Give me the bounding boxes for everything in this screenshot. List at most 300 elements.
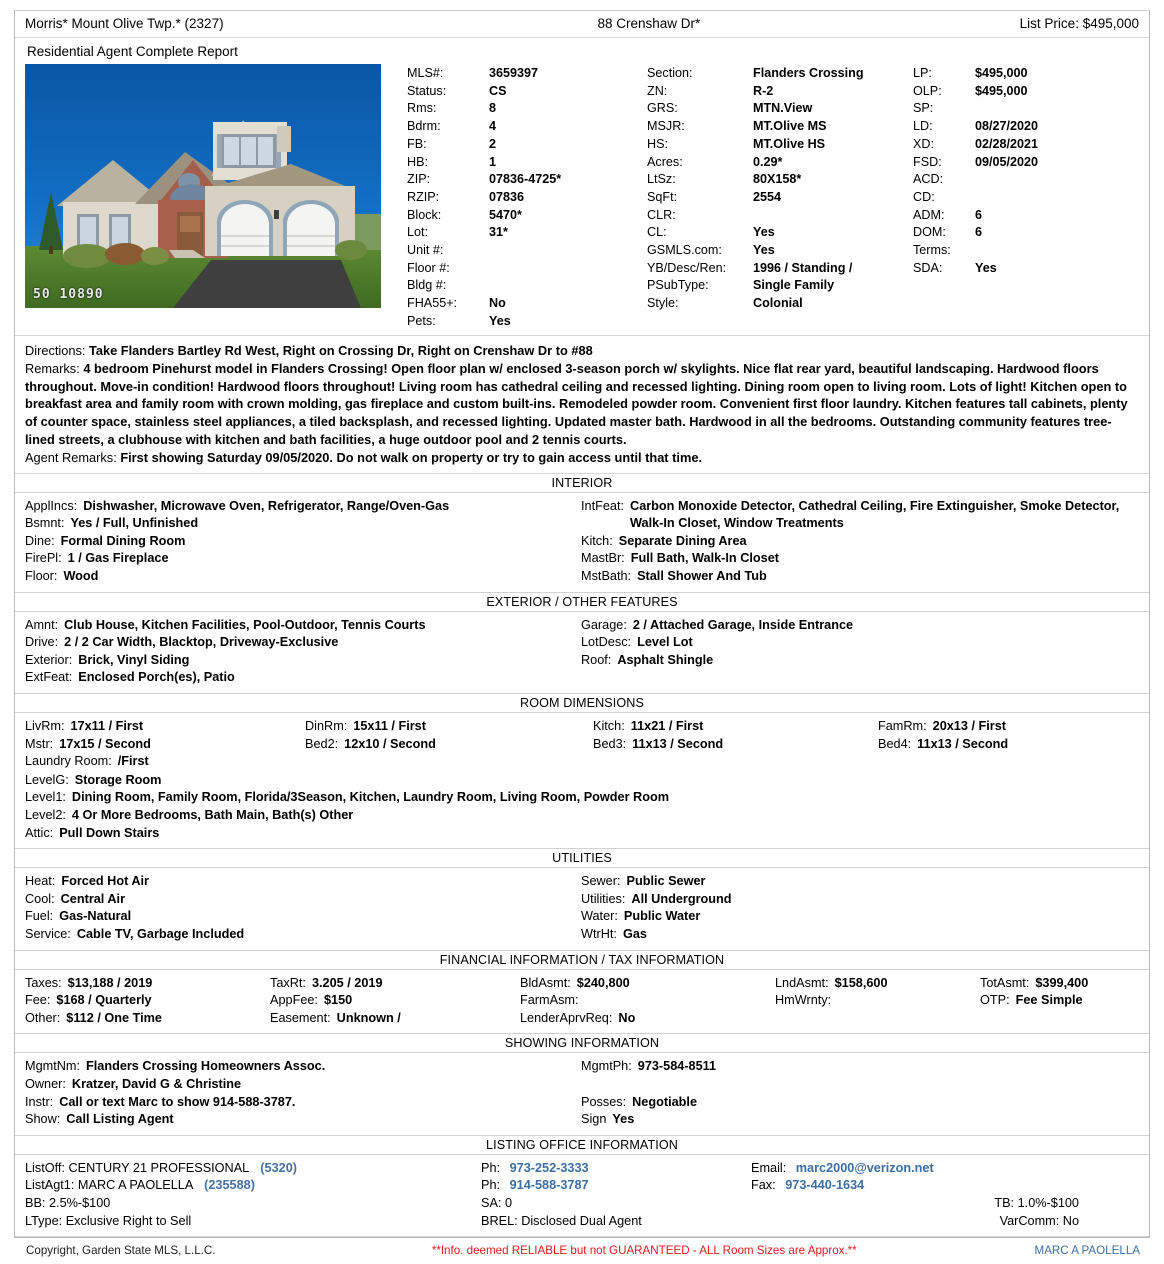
varcomm-value: No <box>1062 1213 1079 1228</box>
detail-row <box>270 992 520 1010</box>
field-row <box>913 189 1139 207</box>
field-row <box>407 65 647 83</box>
field-row <box>913 136 1139 154</box>
detail-value: All Underground <box>631 891 732 906</box>
detail-row <box>581 533 1139 551</box>
detail-label: Sign <box>581 1112 607 1127</box>
remarks-row <box>25 360 1139 448</box>
directions-row <box>25 342 1139 360</box>
financial-column-1 <box>25 975 270 1028</box>
field-value: 08/27/2020 <box>975 119 1039 134</box>
field-row <box>407 207 647 225</box>
field-row <box>647 154 913 172</box>
detail-row <box>25 1076 581 1094</box>
section-header-interior: INTERIOR <box>15 474 1149 493</box>
detail-label: Water: <box>581 909 618 924</box>
field-label: LP: <box>913 66 932 80</box>
brel-cell <box>481 1213 876 1231</box>
detail-label: Garage: <box>581 617 627 632</box>
field-row <box>407 313 647 331</box>
tb-cell <box>876 1195 1139 1213</box>
field-label: MLS#: <box>407 66 444 80</box>
field-label: Status: <box>407 83 447 98</box>
detail-row <box>581 1094 1139 1112</box>
field-label: Lot: <box>407 225 429 240</box>
field-value: 6 <box>975 207 983 222</box>
room-value: 11x13 / Second <box>632 736 724 751</box>
detail-label: Dine: <box>25 533 55 548</box>
varcomm-cell <box>876 1213 1139 1231</box>
detail-value: $13,188 / 2019 <box>67 975 153 990</box>
room-label: Mstr: <box>25 736 54 751</box>
financial-column-2 <box>270 975 520 1028</box>
level-row <box>25 772 1139 790</box>
detail-row <box>775 992 980 1010</box>
field-value: 2554 <box>753 189 782 204</box>
field-row <box>647 242 913 260</box>
detail-row <box>980 992 1139 1010</box>
field-label: MSJR: <box>647 119 685 134</box>
detail-label: Fee: <box>25 993 51 1008</box>
field-label: GRS: <box>647 101 678 116</box>
summary-fields <box>385 64 1139 331</box>
field-value: 6 <box>975 225 983 240</box>
room-value: /First <box>117 754 149 769</box>
financial-column-3 <box>520 975 775 1028</box>
bb-value: 2.5%-$100 <box>48 1195 111 1210</box>
detail-label: Bsmnt: <box>25 516 65 531</box>
field-label: CD: <box>913 189 935 204</box>
sa-label: SA: <box>481 1195 502 1210</box>
field-label: LD: <box>913 119 933 134</box>
detail-label: Cool: <box>25 891 55 906</box>
field-row <box>913 260 1139 278</box>
field-row <box>407 224 647 242</box>
field-value: 8 <box>489 101 497 116</box>
field-value: MT.Olive MS <box>753 119 827 134</box>
room-row <box>25 718 305 736</box>
detail-value: 1 / Gas Fireplace <box>67 551 169 566</box>
room-value: 11x13 / Second <box>917 736 1009 751</box>
tb-value: 1.0%-$100 <box>1017 1195 1079 1210</box>
detail-row <box>581 498 1139 533</box>
detail-label: Posses: <box>581 1094 627 1109</box>
detail-label: LotDesc: <box>581 635 632 650</box>
listagt-label: ListAgt1: <box>25 1178 75 1193</box>
level-row <box>25 807 1139 825</box>
detail-value: Brick, Vinyl Siding <box>78 652 190 667</box>
room-column-1 <box>25 718 305 771</box>
detail-label: LenderAprvReq: <box>520 1010 613 1025</box>
detail-label: WtrHt: <box>581 926 617 941</box>
detail-row <box>25 634 581 652</box>
room-value: 12x10 / Second <box>344 736 436 751</box>
detail-value: Stall Shower And Tub <box>637 569 767 584</box>
field-label: DOM: <box>913 225 946 240</box>
detail-label: MgmtPh: <box>581 1059 632 1074</box>
listing-office-email-cell <box>751 1160 1139 1178</box>
county-town-label: Morris* Mount Olive Twp.* (2327) <box>25 16 224 31</box>
field-value: 02/28/2021 <box>975 136 1039 151</box>
detail-row <box>581 652 1139 670</box>
field-row <box>647 207 913 225</box>
field-row <box>407 189 647 207</box>
field-value: MTN.View <box>753 101 813 116</box>
listing-office-row <box>25 1160 1139 1178</box>
bb-cell <box>25 1195 481 1213</box>
field-value: Yes <box>489 313 511 328</box>
detail-label: Amnt: <box>25 617 59 632</box>
field-value: 07836-4725* <box>489 172 562 187</box>
field-label: FHA55+: <box>407 296 458 311</box>
agent-phone-value[interactable]: 914-588-3787 <box>509 1178 589 1193</box>
field-row <box>407 154 647 172</box>
detail-value: Forced Hot Air <box>61 874 149 889</box>
listing-office-phone-cell <box>481 1160 751 1178</box>
detail-label: HmWrnty: <box>775 993 832 1008</box>
photo-watermark: 50 10890 <box>33 287 104 302</box>
detail-row <box>980 975 1139 993</box>
listoff-name: CENTURY 21 PROFESSIONAL <box>68 1160 249 1175</box>
detail-row <box>25 1111 581 1129</box>
detail-row <box>25 550 581 568</box>
remarks-label: Remarks: <box>25 361 80 377</box>
detail-value: Negotiable <box>632 1094 697 1109</box>
field-label: CLR: <box>647 207 676 222</box>
ltype-label: LType: <box>25 1213 63 1228</box>
field-value: 3659397 <box>489 66 539 80</box>
detail-row <box>25 1094 581 1112</box>
level-value: Dining Room, Family Room, Florida/3Season, Kitchen, Laundry Room, Living Room, Powder Room <box>71 790 669 805</box>
detail-row <box>25 975 270 993</box>
room-row <box>305 718 593 736</box>
tb-label: TB: <box>994 1195 1015 1210</box>
field-row <box>407 171 647 189</box>
section-header-financial: FINANCIAL INFORMATION / TAX INFORMATION <box>15 951 1149 970</box>
detail-row <box>25 498 581 516</box>
room-row <box>593 736 878 754</box>
summary-fields-column-1 <box>407 65 647 331</box>
field-row <box>647 171 913 189</box>
section-header-listing-office: LISTING OFFICE INFORMATION <box>15 1136 1149 1155</box>
detail-row <box>520 975 775 993</box>
detail-value: Call Listing Agent <box>66 1112 174 1127</box>
field-row <box>647 65 913 83</box>
page-footer <box>14 1238 1152 1257</box>
detail-label: MstBath: <box>581 569 632 584</box>
field-row <box>647 224 913 242</box>
detail-value: Wood <box>63 569 99 584</box>
detail-label: Service: <box>25 926 71 941</box>
field-value: Yes <box>753 225 775 240</box>
level-value: 4 Or More Bedrooms, Bath Main, Bath(s) Other <box>71 808 354 823</box>
detail-label: Easement: <box>270 1010 331 1025</box>
remarks-block <box>15 336 1149 474</box>
ltype-value: Exclusive Right to Sell <box>65 1213 192 1228</box>
field-row <box>913 224 1139 242</box>
field-value: 80X158* <box>753 172 802 187</box>
field-value: $495,000 <box>975 83 1028 98</box>
detail-label: Fuel: <box>25 909 54 924</box>
section-body-interior <box>15 493 1149 593</box>
commission-row <box>25 1195 1139 1213</box>
room-column-3 <box>593 718 878 771</box>
detail-label: OTP: <box>980 993 1010 1008</box>
detail-label: Owner: <box>25 1076 66 1091</box>
detail-label: Instr: <box>25 1094 54 1109</box>
detail-row <box>25 1058 581 1076</box>
field-label: YB/Desc/Ren: <box>647 260 727 275</box>
agent-remarks-text: First showing Saturday 09/05/2020. Do not walk on property or try to gain access until that time. <box>120 450 702 466</box>
section-body-financial <box>15 970 1149 1035</box>
fax-cell <box>751 1177 1139 1195</box>
section-header-room-dimensions: ROOM DIMENSIONS <box>15 694 1149 713</box>
field-value: MT.Olive HS <box>753 136 826 151</box>
detail-value: Formal Dining Room <box>60 533 186 548</box>
detail-label: Heat: <box>25 874 56 889</box>
detail-label: MastBr: <box>581 551 625 566</box>
room-label: Kitch: <box>593 719 625 734</box>
detail-value: Dishwasher, Microwave Oven, Refrigerator, Range/Oven-Gas <box>83 498 450 513</box>
detail-value: $158,600 <box>834 975 888 990</box>
detail-value: $150 <box>323 993 353 1008</box>
detail-label: Show: <box>25 1112 61 1127</box>
detail-row <box>581 873 1139 891</box>
detail-row <box>270 1010 520 1028</box>
field-row <box>407 260 647 278</box>
detail-row <box>581 617 1139 635</box>
detail-row <box>581 550 1139 568</box>
detail-value: Fee Simple <box>1015 993 1083 1008</box>
field-row <box>647 295 913 313</box>
detail-label: TaxRt: <box>270 975 306 990</box>
field-label: LtSz: <box>647 172 676 187</box>
detail-row <box>25 908 581 926</box>
bb-label: BB: <box>25 1195 46 1210</box>
field-value: R-2 <box>753 83 774 98</box>
level-row <box>25 789 1139 807</box>
field-value: 1 <box>489 154 497 169</box>
field-row <box>647 189 913 207</box>
email-label: Email: <box>751 1160 787 1175</box>
summary-fields-column-2 <box>647 65 913 331</box>
detail-row <box>25 891 581 909</box>
field-row <box>407 277 647 295</box>
detail-label: Kitch: <box>581 533 613 548</box>
fax-label: Fax: <box>751 1178 776 1193</box>
field-label: CL: <box>647 225 667 240</box>
detail-value: Separate Dining Area <box>618 533 747 548</box>
listing-office-name-cell <box>25 1160 481 1178</box>
office-phone-label: Ph: <box>481 1160 501 1175</box>
showing-left-column <box>25 1058 581 1128</box>
detail-label: Utilities: <box>581 891 626 906</box>
brel-label: BREL: <box>481 1213 518 1228</box>
detail-value: Yes / Full, Unfinished <box>70 516 199 531</box>
directions-label: Directions: <box>25 342 86 358</box>
field-label: Rms: <box>407 101 437 116</box>
field-value: 1996 / Standing / <box>753 260 853 275</box>
property-address: 88 Crenshaw Dr* <box>597 16 701 31</box>
detail-value: Unknown / <box>336 1010 401 1025</box>
copyright-text: Copyright, Garden State MLS, L.L.C. <box>26 1244 216 1258</box>
field-label: HB: <box>407 154 428 169</box>
level-label: Level2: <box>25 808 66 823</box>
detail-value: Cable TV, Garbage Included <box>76 926 245 941</box>
footer-agent-name: MARC A PAOLELLA <box>1034 1244 1140 1258</box>
field-row <box>647 136 913 154</box>
detail-label: TotAsmt: <box>980 975 1030 990</box>
field-label: Acres: <box>647 154 683 169</box>
detail-value: Level Lot <box>637 635 693 650</box>
detail-value: Flanders Crossing Homeowners Assoc. <box>85 1059 326 1074</box>
detail-value: Kratzer, David G & Christine <box>71 1076 242 1091</box>
field-label: RZIP: <box>407 189 440 204</box>
field-label: Section: <box>647 66 693 80</box>
detail-value: 2 / Attached Garage, Inside Entrance <box>632 617 854 632</box>
room-row <box>593 718 878 736</box>
detail-row <box>25 873 581 891</box>
room-column-4 <box>878 718 1139 771</box>
field-label: Block: <box>407 207 442 222</box>
field-value: 31* <box>489 225 508 240</box>
detail-row <box>581 634 1139 652</box>
fax-value[interactable]: 973-440-1634 <box>785 1178 865 1193</box>
field-value: 0.29* <box>753 154 783 169</box>
section-body-showing <box>15 1053 1149 1135</box>
detail-row <box>25 617 581 635</box>
field-label: SqFt: <box>647 189 678 204</box>
sa-value: 0 <box>504 1195 513 1210</box>
room-row <box>305 736 593 754</box>
listagt-code[interactable]: (235588) <box>204 1178 255 1193</box>
field-value: CS <box>489 83 507 98</box>
field-row <box>913 171 1139 189</box>
financial-column-4 <box>775 975 980 1028</box>
field-row <box>647 100 913 118</box>
section-body-room-dimensions <box>15 713 1149 849</box>
detail-value: Full Bath, Walk-In Closet <box>630 551 779 566</box>
summary-block <box>15 38 1149 336</box>
detail-label: BldAsmt: <box>520 975 571 990</box>
detail-value: Central Air <box>60 891 126 906</box>
field-row <box>647 277 913 295</box>
listoff-code[interactable]: (5320) <box>260 1160 297 1175</box>
field-label: Pets: <box>407 313 436 328</box>
field-label: Style: <box>647 296 679 311</box>
detail-label: LndAsmt: <box>775 975 829 990</box>
disclaimer-text: **Info. deemed RELIABLE but not GUARANTEED - ALL Room Sizes are Approx.** <box>431 1244 857 1258</box>
detail-row <box>581 1058 1139 1076</box>
listing-header-bar <box>15 11 1149 38</box>
field-label: Unit #: <box>407 243 444 258</box>
detail-row <box>25 669 581 687</box>
detail-label: ExtFeat: <box>25 670 73 685</box>
detail-label: AppFee: <box>270 993 318 1008</box>
house-photo-illustration <box>25 64 381 308</box>
agent-remarks-row <box>25 449 1139 467</box>
field-label: ZN: <box>647 83 668 98</box>
detail-value: Public Sewer <box>626 874 706 889</box>
field-label: Bldg #: <box>407 278 447 293</box>
detail-label: IntFeat: <box>581 498 625 513</box>
field-row <box>407 100 647 118</box>
photo-column <box>25 64 385 308</box>
field-value: 09/05/2020 <box>975 154 1039 169</box>
report-sheet <box>14 10 1150 1238</box>
detail-row <box>520 992 775 1010</box>
detail-row <box>25 568 581 586</box>
field-row <box>913 83 1139 101</box>
level-label: LevelG: <box>25 772 69 787</box>
sa-cell <box>481 1195 876 1213</box>
room-row <box>25 736 305 754</box>
directions-text: Take Flanders Bartley Rd West, Right on Crossing Dr, Right on Crenshaw Dr to #88 <box>89 342 593 358</box>
detail-label: Sewer: <box>581 874 621 889</box>
field-label: OLP: <box>913 83 942 98</box>
room-value: 17x11 / First <box>70 719 144 734</box>
field-row <box>407 242 647 260</box>
field-value: Yes <box>975 260 997 275</box>
property-photo[interactable] <box>25 64 381 308</box>
detail-value: $240,800 <box>576 975 630 990</box>
field-row <box>647 260 913 278</box>
field-value: Yes <box>753 243 775 258</box>
field-label: FSD: <box>913 154 942 169</box>
field-label: PSubType: <box>647 278 709 293</box>
room-label: DinRm: <box>305 719 348 734</box>
report-title: Residential Agent Complete Report <box>27 44 238 59</box>
detail-row <box>581 568 1139 586</box>
room-row <box>878 736 1139 754</box>
varcomm-label: VarComm: <box>999 1213 1060 1228</box>
detail-row <box>581 1076 1139 1094</box>
detail-row <box>581 891 1139 909</box>
office-phone-value[interactable]: 973-252-3333 <box>509 1160 589 1175</box>
detail-value: 973-584-8511 <box>637 1059 717 1074</box>
field-row <box>647 118 913 136</box>
interior-right-column <box>581 498 1139 586</box>
section-body-listing-office <box>15 1155 1149 1237</box>
room-label: Bed3: <box>593 736 627 751</box>
detail-value: $399,400 <box>1035 975 1089 990</box>
room-label: LivRm: <box>25 719 65 734</box>
field-value: 2 <box>489 136 497 151</box>
detail-value: Enclosed Porch(es), Patio <box>78 670 235 685</box>
detail-row <box>270 975 520 993</box>
detail-label: Taxes: <box>25 975 62 990</box>
level-row <box>25 825 1139 843</box>
showing-right-column <box>581 1058 1139 1128</box>
detail-row <box>25 1010 270 1028</box>
detail-row <box>25 652 581 670</box>
room-value: 20x13 / First <box>932 719 1006 734</box>
field-label: FB: <box>407 136 427 151</box>
room-column-2 <box>305 718 593 771</box>
field-label: ADM: <box>913 207 945 222</box>
email-value[interactable]: marc2000@verizon.net <box>795 1160 934 1175</box>
field-value: No <box>489 296 506 311</box>
field-value: Colonial <box>753 296 803 311</box>
remarks-text: 4 bedroom Pinehurst model in Flanders Crossing! Open floor plan w/ enclosed 3-season porch w/ skylights. Nice flat rear yard, beautiful landscaping. Hardwood floors throughout. Move-in condition! Hardwood floors throughout! Living room has cathedral ceiling and recessed lighting. Dining room open to living room. Lots of light! Kitchen open to breakfast area and family room with crown molding, gas fireplace and custom built-ins. Remodeled powder room. Convenient first floor laundry. Kitchen features tall cabinets, plenty of counter space, stainless steel appliances, a tiled backsplash, and recessed lighting. Updated master bath. Hardwood in all the bedrooms. Outstanding community features tree-lined streets, a clubhouse with kitchen and bath facilities, a huge outdoor pool and 2 tennis courts. <box>25 361 1128 447</box>
agent-phone-cell <box>481 1177 751 1195</box>
field-value: $495,000 <box>975 66 1028 80</box>
list-price-label: List Price: $495,000 <box>1019 16 1139 31</box>
field-row <box>913 154 1139 172</box>
level-label: Level1: <box>25 790 66 805</box>
room-label: Laundry Room: <box>25 754 112 769</box>
field-row <box>647 83 913 101</box>
